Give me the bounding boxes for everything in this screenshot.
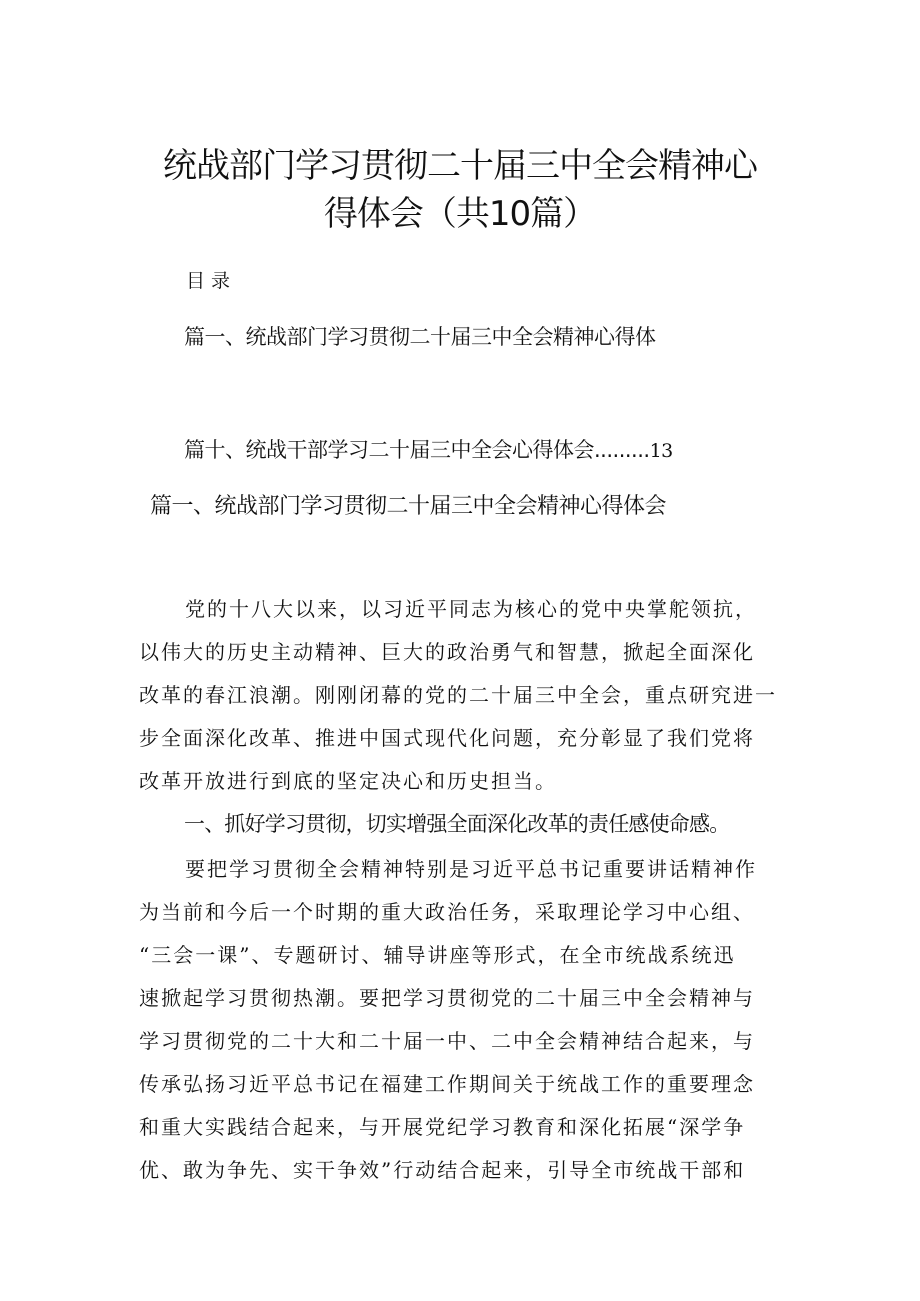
toc-item-1[interactable] [184, 321, 656, 351]
paragraph-line: 改革的春江浪潮。刚刚闭幕的党的二十届三中全会，重点研究进一 [139, 683, 777, 707]
paragraph-line: 改革开放进行到底的坚定决心和历史担当。 [139, 769, 557, 793]
paragraph-line: “三会一课”、专题研讨、辅导讲座等形式，在全市统战系统迅 [139, 943, 736, 967]
document-title-line-1: 统战部门学习贯彻二十届三中全会精神心 [163, 146, 757, 186]
document-title-line-2: 得体会（共10篇） [323, 194, 597, 234]
paragraph-line: 学习贯彻党的二十大和二十届一中、二中全会精神结合起来，与 [139, 1029, 755, 1053]
paragraph-line: 党的十八大以来，以习近平同志为核心的党中央掌舵领抗， [185, 597, 757, 621]
section-1-heading: 一、抓好学习贯彻，切实增强全面深化改革的责任感使命感。 [184, 812, 730, 836]
paragraph-line: 要把学习贯彻全会精神特别是习近平总书记重要讲话精神作 [185, 857, 757, 881]
paragraph-line: 和重大实践结合起来，与开展党纪学习教育和深化拓展“深学争 [139, 1115, 746, 1139]
paragraph-2 [139, 848, 799, 1192]
toc-item-10[interactable] [184, 434, 673, 464]
toc-label: 目录 [186, 270, 237, 292]
paragraph-line: 为当前和今后一个时期的重大政治任务，采取理论学习中心组、 [139, 900, 755, 924]
toc-item-10-page-number: 13 [649, 440, 673, 462]
toc-item-1-text: 篇一、统战部门学习贯彻二十届三中全会精神心得体 [184, 325, 656, 349]
article-heading: 篇一、统战部门学习贯彻二十届三中全会精神心得体会 [150, 494, 667, 519]
paragraph-line: 速掀起学习贯彻热潮。要把学习贯彻党的二十届三中全会精神与 [139, 986, 755, 1010]
paragraph-line: 步全面深化改革、推进中国式现代化问题，充分彰显了我们党将 [139, 726, 755, 750]
paragraph-line: 优、敢为争先、实干争效”行动结合起来，引导全市统战干部和 [139, 1158, 746, 1182]
paragraph-1 [139, 588, 799, 803]
paragraph-line: 传承弘扬习近平总书记在福建工作期间关于统战工作的重要理念 [139, 1072, 755, 1096]
paragraph-line: 以伟大的历史主动精神、巨大的政治勇气和智慧，掀起全面深化 [139, 640, 755, 664]
toc-item-10-text: 篇十、统战干部学习二十届三中全会心得体会......... [184, 438, 650, 462]
